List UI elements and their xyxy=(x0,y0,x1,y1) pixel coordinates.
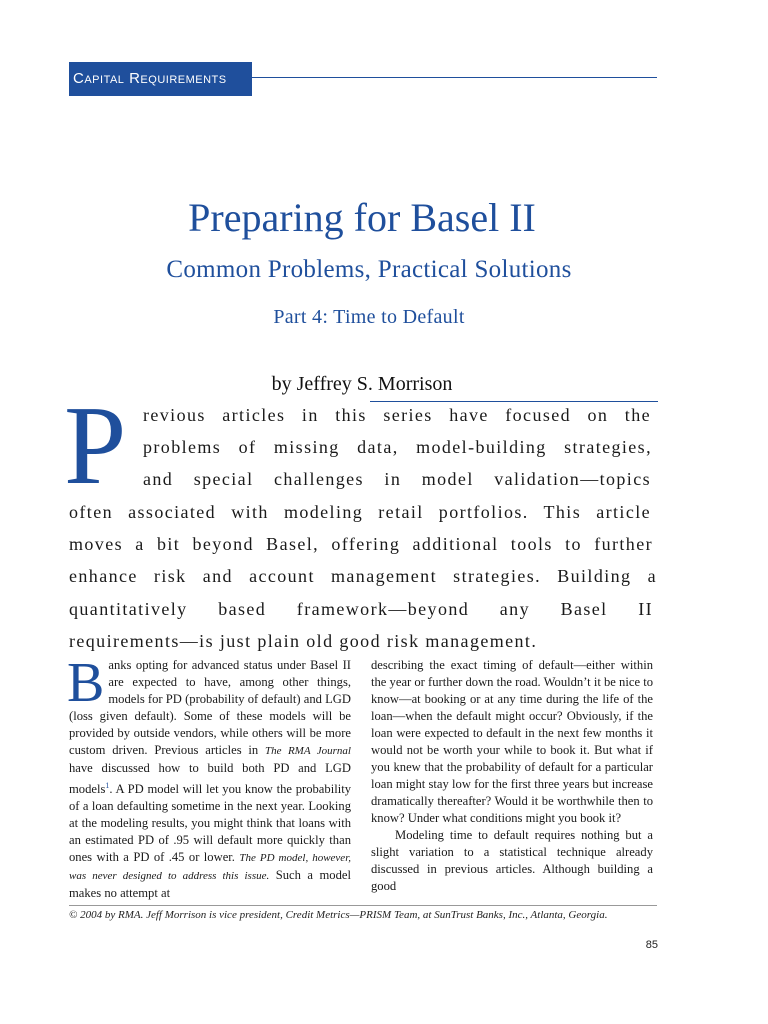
lead-line: moves a bit beyond Basel, offering additional tools to further xyxy=(69,534,653,554)
body-column-left xyxy=(67,652,352,902)
footnote-ref[interactable]: 1 xyxy=(105,781,110,790)
section-rule xyxy=(252,77,657,78)
lead-line: problems of missing data, model-building strategies, xyxy=(143,437,652,457)
article-part: Part 4: Time to Default xyxy=(273,306,465,328)
body-paragraph: Modeling time to default requires nothing but a slight variation to a statistical technique already discussed in previous articles. Although building a good xyxy=(371,828,653,893)
article-subtitle: Common Problems, Practical Solutions xyxy=(166,256,572,283)
byline: by Jeffrey S. Morrison xyxy=(271,373,453,395)
lead-line: requirements—is just plain old good risk management. xyxy=(69,631,538,651)
lead-dropcap: P xyxy=(64,384,127,508)
section-tag xyxy=(69,62,252,96)
article-title: Preparing for Basel II xyxy=(188,195,536,240)
body-column-right xyxy=(371,657,653,895)
lead-line: revious articles in this series have focused on the xyxy=(143,405,651,425)
lead-line: quantitatively based framework—beyond any Basel II xyxy=(69,599,653,619)
footer-rule xyxy=(69,905,657,906)
italic-note: The PD model, however, was never designed to address this issue. xyxy=(69,852,352,883)
body-text: have discussed how to build both PD and LGD models xyxy=(69,761,351,797)
body-dropcap: B xyxy=(67,652,105,714)
section-label: Capital Requirements xyxy=(73,70,227,87)
byline-rule xyxy=(370,401,658,402)
journal-name: The RMA Journal xyxy=(265,745,351,757)
body-paragraph: describing the exact timing of default—either within the year or further down the road. Wouldn’t it be nice to know—at booking or at any time during the life of the loan—when the default might occur? Obviously, if the loan were expected to default in the next few months it would not be worth your while to book it. But what if you knew that the probability of default for a particular loan might stay low for the first three years but increase dramatically thereafter? Would it be worthwhile then to know? Under what conditions might you book it? xyxy=(371,658,653,825)
lead-line: enhance risk and account management strategies. Building a xyxy=(69,566,657,586)
footer-note: © 2004 by RMA. Jeff Morrison is vice president, Credit Metrics—PRISM Team, at SunTrust Banks, Inc., Atlanta, Georgia. xyxy=(69,909,608,921)
lead-line: and special challenges in model validation—topics xyxy=(143,469,651,489)
lead-line: often associated with modeling retail portfolios. This article xyxy=(69,502,651,522)
body-text: . A PD model will let you know the probability of a loan defaulting sometime in the next year. Looking at the modeling results, you might think that loans with an estimated PD of .95 will default more quickly than ones with a PD of .45 or lower. xyxy=(69,782,351,865)
page-number: 85 xyxy=(645,939,658,951)
body-text: anks opting for advanced status under Basel II are expected to have, among other things, models for PD (probability of default) and LGD (loss given default). Some of these models will be provided by outside vendors, while others will be more custom driven. Previous articles in xyxy=(69,658,351,757)
body-paragraph xyxy=(67,652,352,902)
body-text: Such a model makes no attempt at xyxy=(69,868,351,901)
